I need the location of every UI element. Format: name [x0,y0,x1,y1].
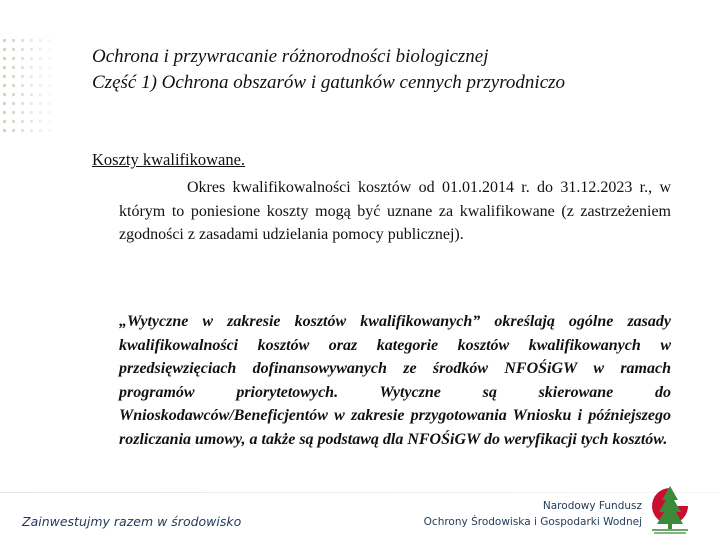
organization-name [424,498,642,530]
title-line-1: Ochrona i przywracanie różnorodności biologicznej [92,46,489,67]
decorative-dot-pattern [0,36,60,136]
title-line-2: Część 1) Ochrona obszarów i gatunków cennych przyrodniczo [92,72,566,93]
eligibility-period-paragraph: Okres kwalifikowalności kosztów od 01.01.2014 r. do 31.12.2023 r., w którym to poniesione koszty mogą być uznane za kwalifikowane (z zastrzeżeniem zgodności z zasadami udzielania pomocy publicznej). [119,179,671,243]
organization-name-line-1: Narodowy Fundusz [542,500,642,512]
organization-name-line-2: Ochrony Środowiska i Gospodarki Wodnej [423,516,642,528]
guidelines-paragraph: „Wytyczne w zakresie kosztów kwalifikowanych” określają ogólne zasady kwalifikowalności kosztów oraz kategorie kosztów kwalifikowanych w przedsięwzięciach dofinansowywanych ze środków NFOŚiGW w ramach programów priorytetowych. Wytyczne są skierowane do Wnioskodawców/Beneficjentów w zakresie przygotowania Wniosku i późniejszego rozliczania umowy, a także są podstawą dla NFOŚiGW do weryfikacji tych kosztów. [119,313,671,448]
nfosigw-logo-icon [648,484,692,534]
page-title [92,44,692,96]
footer-slogan: Zainwestujmy razem w środowisko [22,514,242,529]
footer-divider [0,492,720,493]
section-heading: Koszty kwalifikowane. [92,150,246,169]
